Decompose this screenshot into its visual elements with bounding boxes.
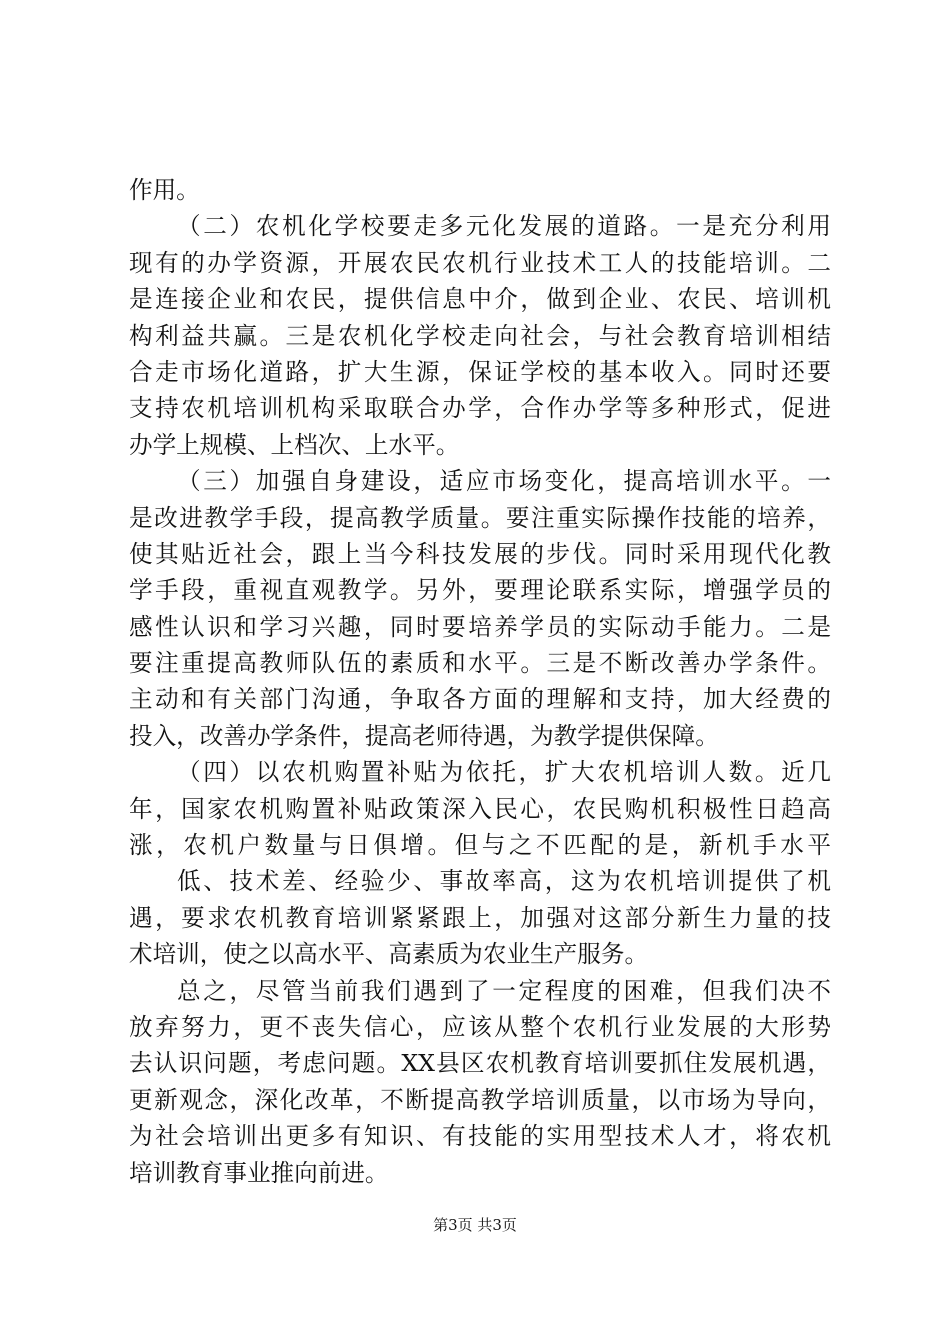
- text-line: 是改进教学手段，提高教学质量。要注重实际操作技能的培养，: [129, 503, 831, 532]
- text-line: 术培训，使之以高水平、高素质为农业生产服务。: [129, 940, 649, 969]
- text-line: 构利益共赢。三是农机化学校走向社会，与社会教育培训相结: [129, 321, 831, 350]
- text-line: 去认识问题，考虑问题。XX县区农机教育培训要抓住发展机遇，: [129, 1049, 831, 1078]
- text-line: 培训教育事业推向前进。: [129, 1158, 389, 1187]
- text-line: 作用。: [129, 176, 200, 204]
- text-line: 使其贴近社会，跟上当今科技发展的步伐。同时采用现代化教: [129, 539, 831, 568]
- text-line: 感性认识和学习兴趣，同时要培养学员的实际动手能力。二是: [129, 612, 831, 641]
- text-line: 学手段，重视直观教学。另外，要理论联系实际，增强学员的: [129, 576, 831, 605]
- text-line: 合走市场化道路，扩大生源，保证学校的基本收入。同时还要: [129, 357, 831, 386]
- text-line: 支持农机培训机构采取联合办学，合作办学等多种形式，促进: [129, 394, 831, 423]
- text-line: 更新观念，深化改革，不断提高教学培训质量，以市场为导向，: [129, 1085, 831, 1114]
- text-line: 办学上规模、上档次、上水平。: [129, 430, 460, 459]
- paragraph-heading-line: （二）农机化学校要走多元化发展的道路。一是充分利用: [177, 212, 831, 241]
- text-line: 要注重提高教师队伍的素质和水平。三是不断改善办学条件。: [129, 649, 831, 678]
- text-line: 主动和有关部门沟通，争取各方面的理解和支持，加大经费的: [129, 685, 831, 714]
- body-text: [129, 172, 831, 1191]
- text-line: 为社会培训出更多有知识、有技能的实用型技术人才，将农机: [129, 1122, 831, 1151]
- text-line: 涨，农机户数量与日俱增。但与之不匹配的是，新机手水平: [129, 831, 831, 860]
- text-line: 投入，改善办学条件，提高老师待遇，为教学提供保障。: [129, 721, 719, 750]
- text-line: 年，国家农机购置补贴政策深入民心，农民购机积极性日趋高: [129, 794, 831, 823]
- paragraph-heading-line: （四）以农机购置补贴为依托，扩大农机培训人数。近几: [177, 758, 831, 787]
- text-line: 放弃努力，更不丧失信心，应该从整个农机行业发展的大形势: [129, 1012, 831, 1041]
- text-line: 低、技术差、经验少、事故率高，这为农机培训提供了机: [177, 867, 831, 896]
- text-line: 遇，要求农机教育培训紧紧跟上，加强对这部分新生力量的技: [129, 903, 831, 932]
- text-line: 是连接企业和农民，提供信息中介，做到企业、农民、培训机: [129, 285, 831, 314]
- page-number-footer: 第3页 共3页: [433, 1216, 517, 1234]
- paragraph-heading-line: （三）加强自身建设，适应市场变化，提高培训水平。一: [177, 467, 831, 496]
- text-line: 现有的办学资源，开展农民农机行业技术工人的技能培训。二: [129, 248, 831, 277]
- paragraph-heading-line: 总之，尽管当前我们遇到了一定程度的困难，但我们决不: [177, 976, 831, 1005]
